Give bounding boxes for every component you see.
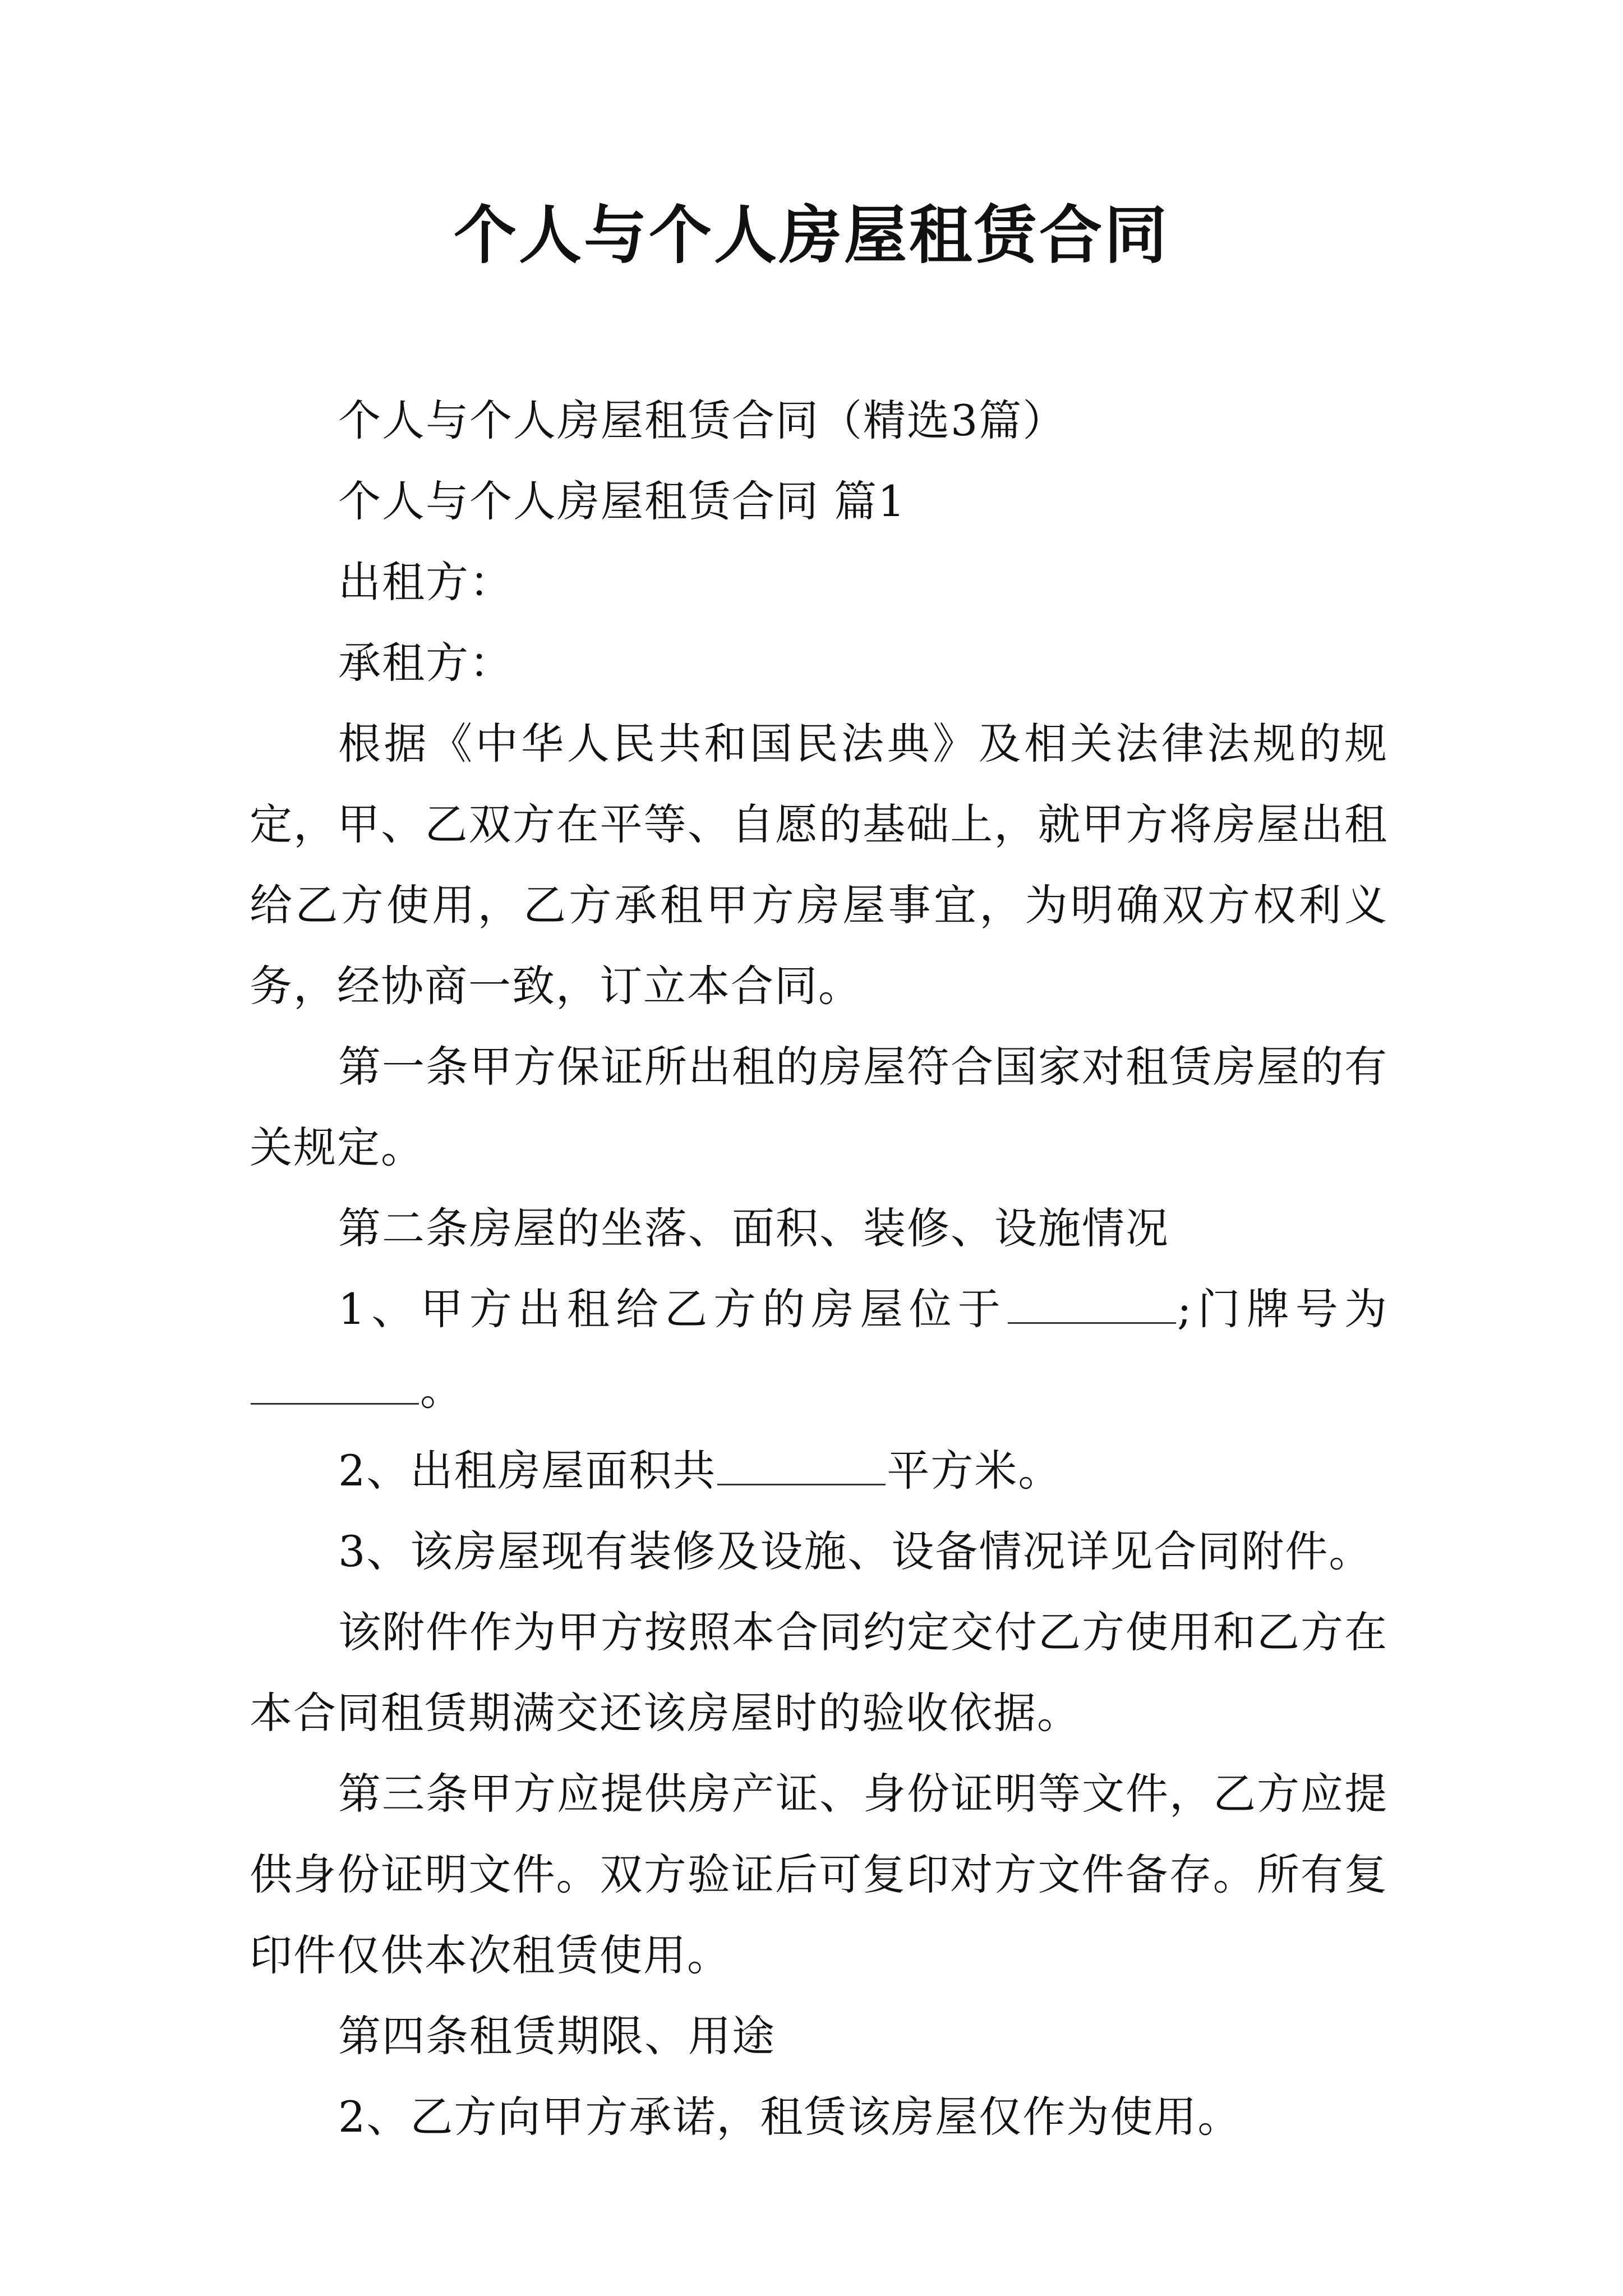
- location-blank: [1008, 1289, 1176, 1324]
- section-heading-part-1: 个人与个人房屋租赁合同 篇1: [338, 476, 906, 526]
- article-4-item-2: 2、乙方向甲方承诺，租赁该房屋仅作为使用。: [338, 2092, 1242, 2142]
- item-1-text-a: 1、甲方出租给乙方的房屋位于: [338, 1284, 1007, 1334]
- article-2-heading: 第二条房屋的坐落、面积、装修、设施情况: [338, 1203, 1169, 1253]
- lessor-line: 出租方：: [338, 557, 513, 607]
- item-1-text-b: ;门牌号为: [1177, 1284, 1388, 1334]
- attachment-paragraph: 该附件作为甲方按照本合同约定交付乙方使用和乙方在本合同租赁期满交还该房屋时的验收依据。: [250, 1607, 1388, 1738]
- article-2-item-2: [250, 1430, 1388, 1511]
- house-number-blank: [251, 1369, 419, 1405]
- document-body: [250, 380, 1388, 2157]
- item-1-text-c: 。: [420, 1365, 464, 1415]
- subtitle-selected-3: 个人与个人房屋租赁合同（精选3篇）: [338, 395, 1067, 445]
- article-3: 第三条甲方应提供房产证、身份证明等文件，乙方应提供身份证明文件。双方验证后可复印对方文件备存。所有复印件仅供本次租赁使用。: [250, 1769, 1388, 1980]
- preamble-paragraph: 根据《中华人民共和国民法典》及相关法律法规的规定，甲、乙双方在平等、自愿的基础上，就甲方将房屋出租给乙方使用，乙方承租甲方房屋事宜，为明确双方权利义务，经协商一致，订立本合同。: [250, 719, 1388, 1011]
- item-2-text-b: 平方米。: [887, 1446, 1062, 1496]
- lessee-line: 承租方：: [338, 638, 513, 688]
- item-2-text-a: 2、出租房屋面积共: [338, 1446, 717, 1496]
- article-1: 第一条甲方保证所出租的房屋符合国家对租赁房屋的有关规定。: [250, 1042, 1388, 1172]
- article-2-item-3: 3、该房屋现有装修及设施、设备情况详见合同附件。: [338, 1526, 1373, 1576]
- document-title: 个人与个人房屋租赁合同: [454, 199, 1169, 272]
- article-4-heading: 第四条租赁期限、用途: [338, 2011, 776, 2061]
- article-2-item-1: [250, 1269, 1388, 1430]
- area-blank: [717, 1450, 886, 1485]
